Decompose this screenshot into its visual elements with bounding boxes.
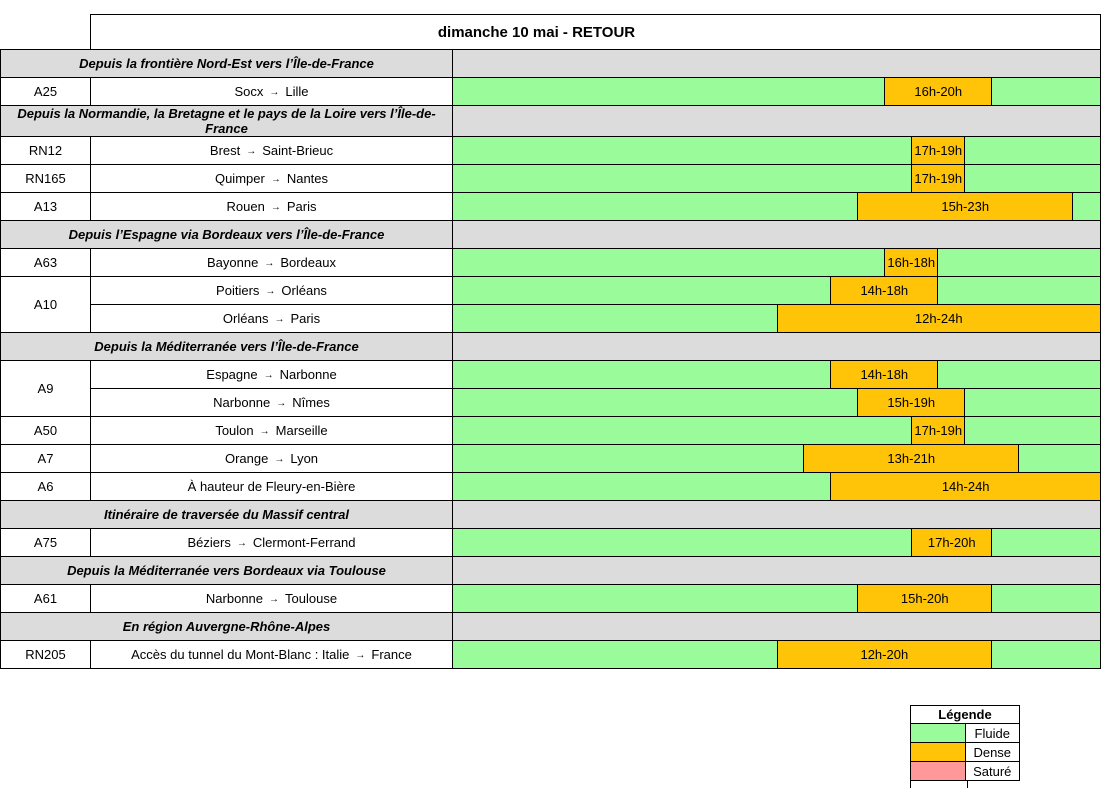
route-row	[1, 417, 1101, 445]
legend-row-fluide	[911, 724, 1020, 743]
traffic-track	[453, 137, 1100, 164]
traffic-track	[453, 641, 1100, 668]
fluide-segment	[965, 417, 1100, 444]
section-track	[453, 50, 1101, 78]
fluide-segment	[992, 641, 1100, 668]
route-to: Clermont-Ferrand	[252, 535, 356, 550]
dense-segment	[884, 249, 938, 276]
timeline-cell	[453, 305, 1101, 333]
timeline-cell	[453, 165, 1101, 193]
section-row	[1, 333, 1101, 361]
legend-row-sature	[911, 762, 1020, 781]
fluide-segment	[965, 137, 1100, 164]
timeline-cell	[453, 137, 1101, 165]
dense-time-label: 15h-19h	[887, 395, 936, 410]
timeline-cell	[453, 193, 1101, 221]
route-cell	[91, 165, 453, 193]
right-arrow-icon: →	[274, 454, 285, 465]
section-title: Depuis la Méditerranée vers Bordeaux via Toulouse	[1, 557, 453, 585]
legend-row-dense	[911, 743, 1020, 762]
fluide-segment	[453, 529, 911, 556]
traffic-track	[453, 361, 1100, 388]
legend	[910, 705, 1020, 788]
fluide-segment	[992, 529, 1100, 556]
route-to: Saint-Brieuc	[262, 143, 334, 158]
route-cell	[91, 305, 453, 333]
dense-swatch	[911, 743, 966, 762]
route-cell	[91, 78, 453, 106]
section-track	[453, 557, 1101, 585]
route-to: Orléans	[281, 283, 327, 298]
right-arrow-icon: →	[355, 650, 366, 661]
route-to: Lille	[285, 84, 309, 99]
route-row	[1, 277, 1101, 305]
timeline-cell	[453, 78, 1101, 106]
route-to: Marseille	[275, 423, 328, 438]
timeline-cell	[453, 641, 1101, 669]
route-cell	[91, 641, 453, 669]
right-arrow-icon: →	[270, 174, 281, 185]
route-cell	[91, 585, 453, 613]
route-to: Bordeaux	[280, 255, 336, 270]
table-title: dimanche 10 mai - RETOUR	[91, 15, 1101, 50]
route-from: Toulon	[215, 423, 254, 438]
dense-segment	[830, 277, 938, 304]
timeline-cell	[453, 277, 1101, 305]
route-to: Lyon	[290, 451, 319, 466]
route-from: Espagne	[206, 367, 258, 382]
route-from: À hauteur de Fleury-en-Bière	[187, 479, 356, 494]
route-to: Toulouse	[285, 591, 338, 606]
section-row	[1, 613, 1101, 641]
route-cell	[91, 361, 453, 389]
dense-label: Dense	[965, 743, 1020, 762]
fluide-segment	[453, 137, 911, 164]
legend-cutoff-row	[910, 781, 968, 788]
fluide-segment	[453, 473, 830, 500]
timeline-cell	[453, 585, 1101, 613]
fluide-segment	[938, 277, 1100, 304]
road-code: A9	[1, 361, 91, 417]
fluide-swatch	[911, 724, 966, 743]
dense-segment	[857, 389, 965, 416]
traffic-track	[453, 305, 1100, 332]
dense-segment	[777, 641, 993, 668]
fluide-segment	[453, 641, 777, 668]
road-code: A25	[1, 78, 91, 106]
route-from: Béziers	[187, 535, 231, 550]
road-code: A10	[1, 277, 91, 333]
road-code: RN205	[1, 641, 91, 669]
road-code: A6	[1, 473, 91, 501]
route-to: Narbonne	[279, 367, 337, 382]
dense-segment	[830, 473, 1100, 500]
dense-segment	[830, 361, 938, 388]
dense-time-label: 14h-18h	[860, 367, 909, 382]
traffic-track	[453, 165, 1100, 192]
dense-segment	[803, 445, 1019, 472]
traffic-track	[453, 529, 1100, 556]
dense-time-label: 13h-21h	[887, 451, 936, 466]
route-from: Narbonne	[213, 395, 271, 410]
route-from: Orange	[224, 451, 269, 466]
fluide-segment	[453, 445, 803, 472]
route-to: Nîmes	[292, 395, 330, 410]
road-code: RN165	[1, 165, 91, 193]
route-cell	[91, 445, 453, 473]
section-row	[1, 50, 1101, 78]
legend-header-row	[911, 706, 1020, 724]
route-to: Paris	[286, 199, 317, 214]
route-from: Orléans	[222, 311, 269, 326]
right-arrow-icon: →	[274, 314, 285, 325]
route-cell	[91, 389, 453, 417]
route-cell	[91, 529, 453, 557]
fluide-segment	[965, 389, 1100, 416]
route-row	[1, 249, 1101, 277]
legend-title: Légende	[911, 706, 1020, 724]
route-row	[1, 193, 1101, 221]
route-from: Accès du tunnel du Mont-Blanc : Italie	[131, 647, 350, 662]
fluide-segment	[453, 249, 884, 276]
traffic-track	[453, 585, 1100, 612]
dense-time-label: 17h-19h	[914, 143, 963, 158]
route-cell	[91, 193, 453, 221]
road-code: A61	[1, 585, 91, 613]
section-title: Depuis la Normandie, la Bretagne et le pays de la Loire vers l’Île-de-France	[1, 106, 453, 137]
dense-segment	[911, 165, 965, 192]
title-row	[1, 15, 1101, 50]
road-code: RN12	[1, 137, 91, 165]
section-title: Itinéraire de traversée du Massif central	[1, 501, 453, 529]
route-cell	[91, 137, 453, 165]
route-row	[1, 305, 1101, 333]
right-arrow-icon: →	[259, 426, 270, 437]
dense-time-label: 14h-24h	[941, 479, 990, 494]
dense-time-label: 12h-20h	[860, 647, 909, 662]
dense-time-label: 17h-19h	[914, 423, 963, 438]
section-title: Depuis l’Espagne via Bordeaux vers l’Île-de-France	[1, 221, 453, 249]
traffic-track	[453, 277, 1100, 304]
traffic-track	[453, 417, 1100, 444]
fluide-segment	[453, 417, 911, 444]
route-from: Brest	[209, 143, 241, 158]
route-row	[1, 361, 1101, 389]
dense-time-label: 14h-18h	[860, 283, 909, 298]
fluide-segment	[992, 585, 1100, 612]
route-row	[1, 137, 1101, 165]
fluide-segment	[453, 277, 830, 304]
fluide-segment	[453, 361, 830, 388]
fluide-label: Fluide	[965, 724, 1020, 743]
dense-time-label: 15h-20h	[900, 591, 949, 606]
dense-time-label: 17h-19h	[914, 171, 963, 186]
fluide-segment	[938, 361, 1100, 388]
fluide-segment	[453, 585, 857, 612]
dense-segment	[911, 137, 965, 164]
timeline-cell	[453, 361, 1101, 389]
fluide-segment	[453, 78, 884, 105]
dense-time-label: 16h-18h	[887, 255, 936, 270]
right-arrow-icon: →	[276, 398, 287, 409]
route-row	[1, 585, 1101, 613]
right-arrow-icon: →	[269, 594, 280, 605]
rows-body	[1, 15, 1101, 669]
route-to: France	[371, 647, 412, 662]
road-code: A50	[1, 417, 91, 445]
section-track	[453, 221, 1101, 249]
timeline-cell	[453, 389, 1101, 417]
section-title: En région Auvergne-Rhône-Alpes	[1, 613, 453, 641]
dense-segment	[884, 78, 992, 105]
right-arrow-icon: →	[269, 87, 280, 98]
route-from: Bayonne	[207, 255, 259, 270]
route-cell	[91, 249, 453, 277]
top-left-spacer	[1, 15, 91, 50]
dense-segment	[911, 417, 965, 444]
right-arrow-icon: →	[265, 286, 276, 297]
road-code: A63	[1, 249, 91, 277]
dense-segment	[777, 305, 1101, 332]
fluide-segment	[453, 389, 857, 416]
route-from: Rouen	[226, 199, 265, 214]
traffic-track	[453, 193, 1100, 220]
timeline-cell	[453, 417, 1101, 445]
fluide-segment	[992, 78, 1100, 105]
traffic-forecast-table	[0, 14, 1101, 669]
route-cell	[91, 473, 453, 501]
timeline-cell	[453, 529, 1101, 557]
route-cell	[91, 277, 453, 305]
timeline-cell	[453, 445, 1101, 473]
road-code: A7	[1, 445, 91, 473]
right-arrow-icon: →	[263, 370, 274, 381]
dense-time-label: 15h-23h	[941, 199, 990, 214]
fluide-segment	[938, 249, 1100, 276]
section-track	[453, 613, 1101, 641]
right-arrow-icon: →	[264, 258, 275, 269]
fluide-segment	[1019, 445, 1100, 472]
traffic-track	[453, 78, 1100, 105]
route-row	[1, 641, 1101, 669]
fluide-segment	[453, 165, 911, 192]
fluide-segment	[1073, 193, 1100, 220]
traffic-track	[453, 249, 1100, 276]
fluide-segment	[453, 193, 857, 220]
route-from: Socx	[234, 84, 264, 99]
route-to: Paris	[290, 311, 321, 326]
right-arrow-icon: →	[246, 146, 257, 157]
timeline-cell	[453, 249, 1101, 277]
road-code: A75	[1, 529, 91, 557]
sature-swatch	[911, 762, 966, 781]
route-from: Quimper	[214, 171, 265, 186]
section-track	[453, 333, 1101, 361]
right-arrow-icon: →	[236, 538, 247, 549]
route-row	[1, 78, 1101, 106]
section-row	[1, 221, 1101, 249]
route-to: Nantes	[286, 171, 329, 186]
traffic-track	[453, 445, 1100, 472]
section-row	[1, 106, 1101, 137]
section-track	[453, 501, 1101, 529]
timeline-cell	[453, 473, 1101, 501]
section-title: Depuis la frontière Nord-Est vers l’Île-de-France	[1, 50, 453, 78]
route-row	[1, 165, 1101, 193]
dense-segment	[857, 193, 1073, 220]
legend-table	[910, 705, 1020, 781]
dense-time-label: 17h-20h	[927, 535, 976, 550]
route-from: Poitiers	[216, 283, 260, 298]
traffic-track	[453, 389, 1100, 416]
route-cell	[91, 417, 453, 445]
dense-segment	[911, 529, 992, 556]
sature-label: Saturé	[965, 762, 1020, 781]
section-title: Depuis la Méditerranée vers l’Île-de-France	[1, 333, 453, 361]
route-row	[1, 389, 1101, 417]
fluide-segment	[453, 305, 777, 332]
dense-segment	[857, 585, 992, 612]
fluide-segment	[965, 165, 1100, 192]
route-row	[1, 445, 1101, 473]
route-row	[1, 473, 1101, 501]
route-row	[1, 529, 1101, 557]
section-track	[453, 106, 1101, 137]
right-arrow-icon: →	[270, 202, 281, 213]
route-from: Narbonne	[205, 591, 264, 606]
dense-time-label: 12h-24h	[914, 311, 963, 326]
section-row	[1, 557, 1101, 585]
road-code: A13	[1, 193, 91, 221]
traffic-track	[453, 473, 1100, 500]
dense-time-label: 16h-20h	[914, 84, 963, 99]
section-row	[1, 501, 1101, 529]
